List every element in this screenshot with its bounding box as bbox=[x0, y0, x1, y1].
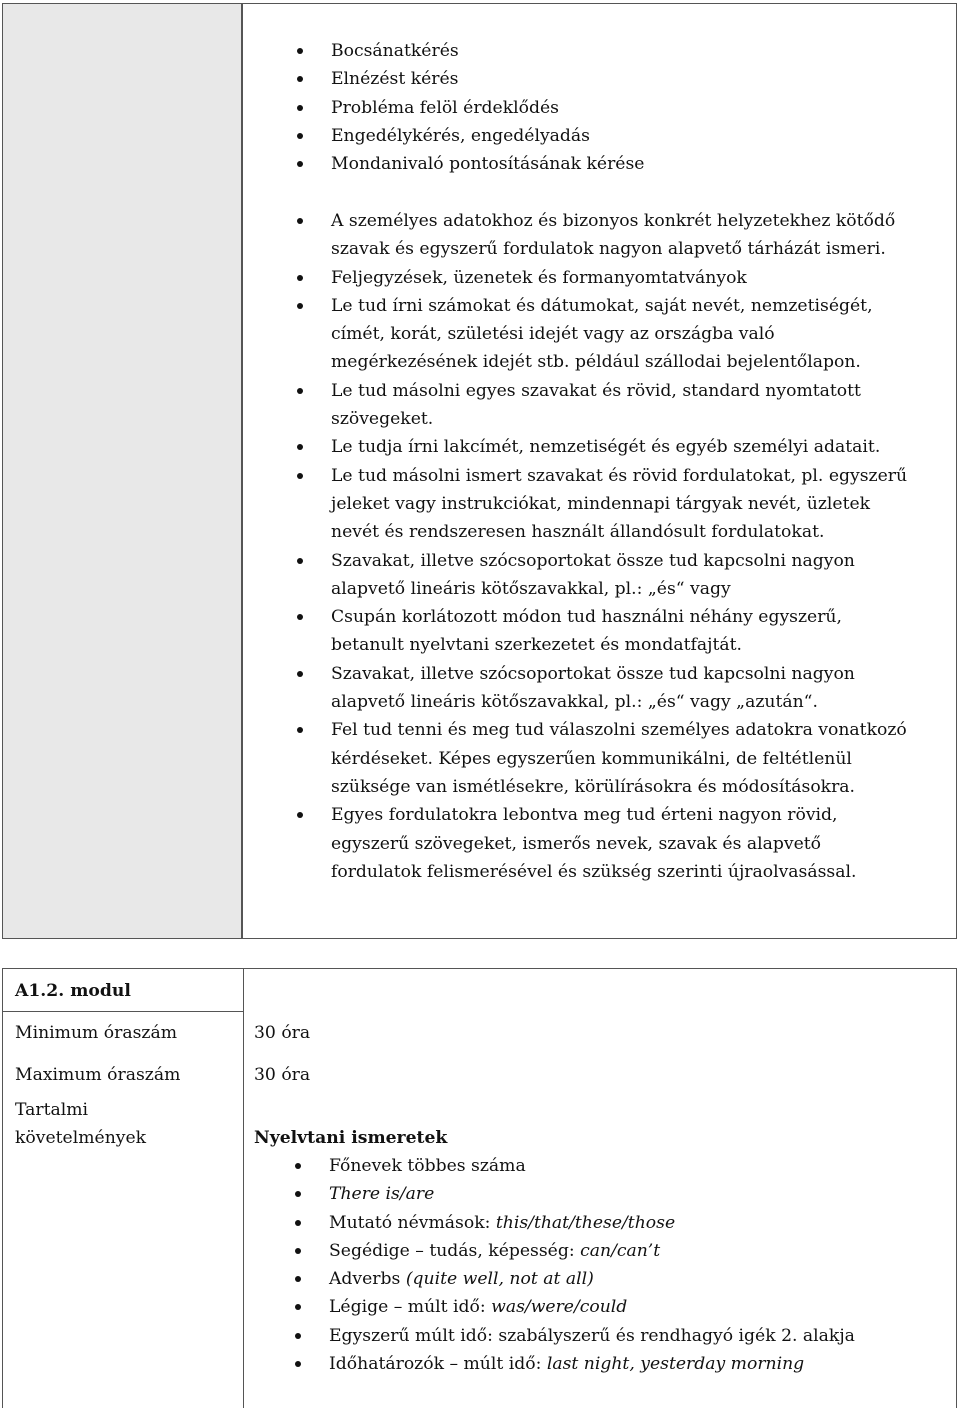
competency-list bbox=[245, 207, 956, 886]
list-item bbox=[243, 1265, 956, 1293]
list-item: Szavakat, illetve szócsoportokat össze tud kapcsolni nagyon alapvető lineáris kötőszavakkal, pl.: „és“ vagy „azután“. bbox=[245, 660, 956, 717]
list-item bbox=[243, 1209, 956, 1237]
list-item bbox=[243, 1293, 956, 1321]
list-item: Feljegyzések, üzenetek és formanyomtatványok bbox=[245, 264, 956, 292]
list-item: Fel tud tenni és meg tud válaszolni személyes adatokra vonatkozó kérdéseket. Képes egyszerűen kommunikálni, de feltétlenül szüksége van ismétlésekre, körülírásokra és módosításokra. bbox=[245, 716, 956, 801]
item-italic: last night, yesterday morning bbox=[546, 1354, 805, 1375]
list-item: Le tud másolni ismert szavakat és rövid fordulatokat, pl. egyszerű jeleket vagy instrukciókat, mindennapi tárgyak nevét, üzletek nevét és rendszeresen használt állandósult fordulatokat. bbox=[245, 462, 956, 547]
list-item: Le tudja írni lakcímét, nemzetiségét és egyéb személyi adatait. bbox=[245, 433, 956, 461]
item-italic: can/can’t bbox=[580, 1240, 661, 1261]
grammar-list bbox=[243, 1152, 956, 1378]
list-item: Bocsánatkérés bbox=[245, 37, 956, 65]
item-italic: (quite well, not at all) bbox=[405, 1269, 594, 1290]
list-item: Csupán korlátozott módon tud használni néhány egyszerű, betanult nyelvtani szerkezetet és mondatfajtát. bbox=[245, 603, 956, 660]
list-item: Elnézést kérés bbox=[245, 65, 956, 93]
list-item: Egyes fordulatokra lebontva meg tud érteni nagyon rövid, egyszerű szövegeket, ismerős nevek, szavak és alapvető fordulatok felismerésével és szükség szerinti újraolvasással. bbox=[245, 801, 956, 886]
item-italic: was/were/could bbox=[491, 1297, 628, 1318]
max-hours-label: Maximum óraszám bbox=[15, 1065, 181, 1085]
module-title: A1.2. modul bbox=[15, 981, 131, 1001]
max-hours-value: 30 óra bbox=[254, 1065, 311, 1085]
list-item: Szavakat, illetve szócsoportokat össze tud kapcsolni nagyon alapvető lineáris kötőszavakkal, pl.: „és“ vagy bbox=[245, 547, 956, 604]
item-text: Segédige – tudás, képesség: bbox=[329, 1240, 581, 1261]
item-text: Egyszerű múlt idő: szabályszerű és rendhagyó igék 2. alakja bbox=[329, 1325, 855, 1346]
item-italic: There is/are bbox=[329, 1184, 435, 1205]
module-table bbox=[2, 968, 957, 1408]
list-item bbox=[243, 1237, 956, 1265]
list-item bbox=[243, 1350, 956, 1378]
item-text: Mutató névmások: bbox=[329, 1212, 496, 1233]
competency-table bbox=[2, 3, 957, 939]
item-text: Időhatározók – múlt idő: bbox=[329, 1354, 547, 1375]
list-item bbox=[243, 1152, 956, 1180]
min-hours-label: Minimum óraszám bbox=[15, 1023, 178, 1043]
row-divider bbox=[3, 1011, 243, 1012]
min-hours-value: 30 óra bbox=[254, 1023, 311, 1043]
list-item bbox=[243, 1322, 956, 1350]
item-text: Főnevek többes száma bbox=[329, 1156, 526, 1176]
requirements-label-line1: Tartalmi bbox=[15, 1100, 89, 1120]
label-column bbox=[3, 4, 243, 938]
list-item: Le tud másolni egyes szavakat és rövid, standard nyomtatott szövegeket. bbox=[245, 377, 956, 434]
requirements-label-line2: követelmények bbox=[15, 1128, 147, 1148]
item-text: Légige – múlt idő: bbox=[329, 1297, 492, 1318]
item-text: Adverbs bbox=[329, 1269, 406, 1290]
list-item: Le tud írni számokat és dátumokat, saját nevét, nemzetiségét, címét, korát, születési idejét vagy az országba való megérkezésének idejét stb. például szállodai bejelentőlapon. bbox=[245, 292, 956, 377]
list-item: Engedélykérés, engedélyadás bbox=[245, 122, 956, 150]
list-item bbox=[243, 1180, 956, 1208]
list-item: Mondanivaló pontosításának kérése bbox=[245, 150, 956, 178]
list-item: A személyes adatokhoz és bizonyos konkrét helyzetekhez kötődő szavak és egyszerű fordulatok nagyon alapvető tárházát ismeri. bbox=[245, 207, 956, 264]
item-italic: this/that/these/those bbox=[495, 1212, 676, 1233]
function-list bbox=[245, 37, 956, 178]
list-item: Probléma felöl érdeklődés bbox=[245, 94, 956, 122]
grammar-heading: Nyelvtani ismeretek bbox=[254, 1128, 448, 1148]
content-column bbox=[245, 4, 956, 938]
